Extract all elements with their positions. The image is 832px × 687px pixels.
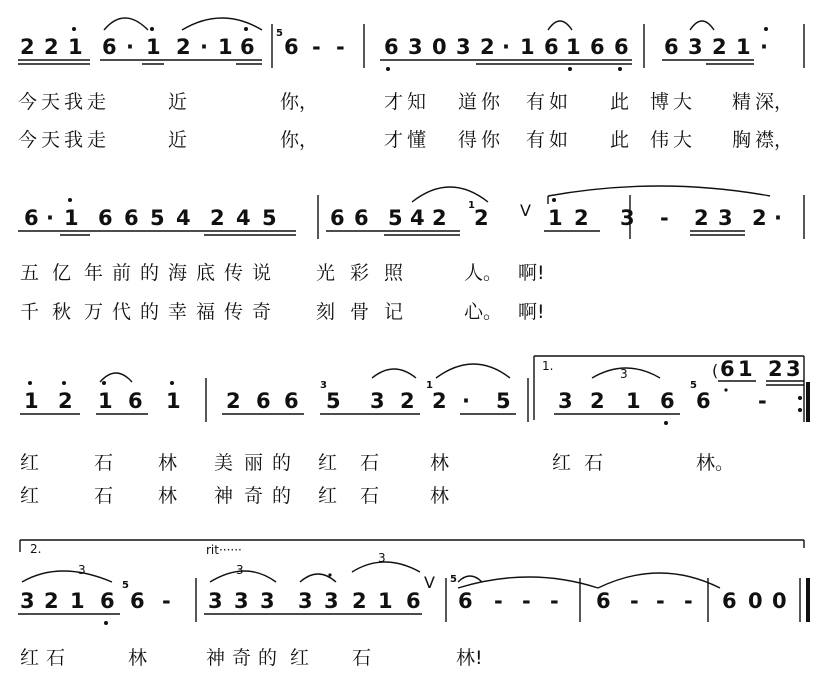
note: 6 bbox=[384, 35, 399, 59]
lyric: 说 bbox=[252, 262, 272, 284]
lyric: 骨 bbox=[350, 301, 370, 323]
lyric: 刻 bbox=[316, 301, 336, 323]
tempo-mark: rit······ bbox=[206, 543, 242, 557]
note: 6 bbox=[284, 35, 299, 59]
grace-note: 1 bbox=[468, 200, 475, 211]
lyric: 的 bbox=[258, 647, 278, 669]
lyric: 知 bbox=[407, 91, 427, 113]
note: 6 bbox=[406, 589, 421, 613]
note: 4 bbox=[176, 206, 191, 230]
lyric: 福 bbox=[196, 301, 216, 323]
grace-note: 3 bbox=[320, 380, 327, 391]
lyric: 红 bbox=[20, 452, 40, 474]
lyric: 亿 bbox=[52, 262, 72, 284]
note: 3 bbox=[620, 206, 635, 230]
note: 1 bbox=[166, 389, 181, 413]
lyric: 光 bbox=[316, 262, 336, 284]
lyric: 丽 bbox=[244, 452, 264, 474]
lyric: 博 bbox=[650, 91, 670, 113]
triplet-mark: 3 bbox=[78, 563, 86, 577]
lyric: 襟， bbox=[755, 129, 794, 151]
note: 2 bbox=[574, 206, 589, 230]
lyric: 你， bbox=[280, 129, 319, 151]
note: 2 bbox=[432, 389, 447, 413]
lyric: 啊! bbox=[518, 262, 545, 284]
lyric: 林。 bbox=[696, 452, 735, 474]
volta-label: 2. bbox=[30, 542, 42, 556]
grace-note: 5 bbox=[690, 380, 697, 391]
lyric: 海 bbox=[168, 262, 188, 284]
note: 6 bbox=[100, 589, 115, 613]
note: 6 bbox=[124, 206, 139, 230]
triplet-mark: 3 bbox=[620, 367, 628, 381]
note: 3 bbox=[456, 35, 471, 59]
lyric: 林 bbox=[128, 647, 148, 669]
note: 6 bbox=[354, 206, 369, 230]
note: 0 bbox=[748, 589, 763, 613]
lyric: 林 bbox=[158, 485, 178, 507]
note: 3 bbox=[20, 589, 35, 613]
lyric: 此 bbox=[610, 91, 630, 113]
lyric: 林! bbox=[456, 647, 483, 669]
note: 2 bbox=[712, 35, 727, 59]
lyric: 秋 bbox=[52, 301, 72, 323]
note: 2 bbox=[58, 389, 73, 413]
note: 0 bbox=[432, 35, 447, 59]
grace-group-note: 1 bbox=[738, 357, 753, 381]
note: 2 bbox=[752, 206, 767, 230]
lyric: 红 bbox=[318, 452, 338, 474]
lyric: 才 bbox=[384, 91, 404, 113]
grace-note: 1 bbox=[426, 380, 433, 391]
lyric: 万 bbox=[84, 301, 104, 323]
dash: - bbox=[630, 589, 639, 613]
note: 2 bbox=[400, 389, 415, 413]
note: 2 bbox=[176, 35, 191, 59]
note: · bbox=[200, 35, 208, 59]
lyric: 深， bbox=[755, 91, 794, 113]
lyric: 底 bbox=[196, 262, 216, 284]
note: 1 bbox=[146, 35, 161, 59]
note: · bbox=[126, 35, 134, 59]
lyric: 五 bbox=[20, 262, 40, 284]
lyric: 的 bbox=[140, 301, 160, 323]
note: 6 bbox=[458, 589, 473, 613]
note: 6 bbox=[614, 35, 629, 59]
system-3 bbox=[20, 356, 808, 507]
note: 6 bbox=[596, 589, 611, 613]
system-4 bbox=[18, 540, 808, 669]
lyric: 奇 bbox=[244, 485, 264, 507]
note: 3 bbox=[408, 35, 423, 59]
lyric: 美 bbox=[214, 452, 234, 474]
note: 6 bbox=[330, 206, 345, 230]
lyric: 走 bbox=[87, 129, 107, 151]
lyric: 奇 bbox=[252, 301, 272, 323]
note: · bbox=[502, 35, 510, 59]
lyric: 我 bbox=[64, 91, 84, 113]
note: · bbox=[462, 389, 470, 413]
note: 0 bbox=[772, 589, 787, 613]
lyric: 如 bbox=[549, 129, 569, 151]
lyric: 天 bbox=[41, 129, 61, 151]
dash: - bbox=[684, 589, 693, 613]
lyric: 我 bbox=[64, 129, 84, 151]
lyric: 的 bbox=[272, 452, 292, 474]
note: 5 bbox=[262, 206, 277, 230]
lyric: 如 bbox=[549, 91, 569, 113]
lyric: 神 bbox=[214, 485, 234, 507]
note: 3 bbox=[370, 389, 385, 413]
note: 2 bbox=[694, 206, 709, 230]
note: 2 bbox=[226, 389, 241, 413]
note: 1 bbox=[64, 206, 79, 230]
lyric: 千 bbox=[20, 301, 40, 323]
lyric: 红 bbox=[20, 647, 40, 669]
note: 6 bbox=[664, 35, 679, 59]
note: 6 bbox=[660, 389, 675, 413]
note: · bbox=[46, 206, 54, 230]
lyric: 你 bbox=[481, 91, 501, 113]
triplet-mark: 3 bbox=[236, 563, 244, 577]
lyric: 传 bbox=[224, 262, 244, 284]
lyric: 的 bbox=[272, 485, 292, 507]
lyric: 红 bbox=[552, 452, 572, 474]
note: 1 bbox=[98, 389, 113, 413]
note: 3 bbox=[558, 389, 573, 413]
note: 2 bbox=[432, 206, 447, 230]
note: 3 bbox=[260, 589, 275, 613]
dash: - bbox=[162, 589, 171, 613]
lyric: 近 bbox=[168, 129, 188, 151]
dash: - bbox=[312, 35, 321, 59]
note: 5 bbox=[326, 389, 341, 413]
grace-group-note: 6 bbox=[720, 357, 735, 381]
lyric: 石 bbox=[584, 452, 604, 474]
note: 1 bbox=[24, 389, 39, 413]
note: 1 bbox=[548, 206, 563, 230]
note: 6 bbox=[544, 35, 559, 59]
note: 6 bbox=[590, 35, 605, 59]
note: 2 bbox=[590, 389, 605, 413]
grace-note: 5 bbox=[276, 28, 283, 39]
note: 3 bbox=[208, 589, 223, 613]
system-1 bbox=[18, 18, 804, 151]
note: 2 bbox=[44, 35, 59, 59]
dash: - bbox=[660, 206, 669, 230]
lyric: 有 bbox=[526, 129, 546, 151]
dash: - bbox=[494, 589, 503, 613]
paren: ( bbox=[712, 361, 719, 380]
note: 2 bbox=[20, 35, 35, 59]
note: 1 bbox=[378, 589, 393, 613]
dash: - bbox=[656, 589, 665, 613]
dash: - bbox=[522, 589, 531, 613]
lyric: 胸 bbox=[732, 129, 752, 151]
lyric: 懂 bbox=[407, 129, 427, 151]
lyric: 石 bbox=[352, 647, 372, 669]
lyric: 石 bbox=[94, 485, 114, 507]
dash: - bbox=[550, 589, 559, 613]
dash: - bbox=[758, 389, 767, 413]
note: 4 bbox=[236, 206, 251, 230]
note: 2 bbox=[44, 589, 59, 613]
lyric: 照 bbox=[384, 262, 404, 284]
lyric: 伟 bbox=[650, 129, 670, 151]
lyric: 彩 bbox=[350, 262, 370, 284]
lyric: 你， bbox=[280, 91, 319, 113]
breath-mark: V bbox=[424, 573, 435, 592]
lyric: 林 bbox=[158, 452, 178, 474]
lyric: 大 bbox=[673, 91, 693, 113]
lyric: 你 bbox=[481, 129, 501, 151]
note: 3 bbox=[234, 589, 249, 613]
lyric: 此 bbox=[610, 129, 630, 151]
lyric: 精 bbox=[732, 91, 752, 113]
lyric: 红 bbox=[318, 485, 338, 507]
lyric: 幸 bbox=[168, 301, 188, 323]
note: 3 bbox=[324, 589, 339, 613]
note: 6 bbox=[256, 389, 271, 413]
note: 6 bbox=[696, 389, 711, 413]
note: 1 bbox=[520, 35, 535, 59]
lyric: 得 bbox=[458, 129, 478, 151]
lyric: 传 bbox=[224, 301, 244, 323]
note: 5 bbox=[496, 389, 511, 413]
lyric: 石 bbox=[360, 452, 380, 474]
breath-mark: V bbox=[520, 201, 531, 220]
note: 6 bbox=[722, 589, 737, 613]
note: 1 bbox=[566, 35, 581, 59]
grace-note: 5 bbox=[122, 580, 129, 591]
note: 6 bbox=[128, 389, 143, 413]
note: 6 bbox=[130, 589, 145, 613]
lyric: 的 bbox=[140, 262, 160, 284]
lyric: 道 bbox=[458, 91, 478, 113]
note: 4 bbox=[410, 206, 425, 230]
lyric: 年 bbox=[84, 262, 104, 284]
note: 6 bbox=[284, 389, 299, 413]
grace-group-note: 3 bbox=[786, 357, 801, 381]
lyric: 红 bbox=[290, 647, 310, 669]
volta-label: 1. bbox=[542, 359, 554, 373]
lyric: 石 bbox=[94, 452, 114, 474]
lyric: 林 bbox=[430, 485, 450, 507]
lyric: 今 bbox=[18, 91, 38, 113]
note: 5 bbox=[150, 206, 165, 230]
note: 3 bbox=[688, 35, 703, 59]
grace-group-note: 2 bbox=[768, 357, 783, 381]
note: 2 bbox=[480, 35, 495, 59]
note: 1 bbox=[68, 35, 83, 59]
note: 1 bbox=[736, 35, 751, 59]
note: · bbox=[760, 35, 768, 59]
note: 6 bbox=[240, 35, 255, 59]
note: 2 bbox=[474, 206, 489, 230]
triplet-mark: 3 bbox=[378, 551, 386, 565]
lyric: 天 bbox=[41, 91, 61, 113]
lyric: 今 bbox=[18, 129, 38, 151]
lyric: 人。 bbox=[464, 262, 503, 284]
lyric: 石 bbox=[46, 647, 66, 669]
note: · bbox=[774, 206, 782, 230]
note: 1 bbox=[218, 35, 233, 59]
system-2 bbox=[18, 186, 804, 323]
lyric: 有 bbox=[526, 91, 546, 113]
lyric: 奇 bbox=[232, 647, 252, 669]
note: 5 bbox=[388, 206, 403, 230]
lyric: 代 bbox=[112, 301, 132, 323]
grace-note: 5 bbox=[450, 574, 457, 585]
lyric: 近 bbox=[168, 91, 188, 113]
lyric: 红 bbox=[20, 485, 40, 507]
note: 3 bbox=[718, 206, 733, 230]
note: 6 bbox=[24, 206, 39, 230]
note: 2 bbox=[210, 206, 225, 230]
note: 2 bbox=[352, 589, 367, 613]
lyric: 走 bbox=[87, 91, 107, 113]
note: 1 bbox=[70, 589, 85, 613]
lyric: 前 bbox=[112, 262, 132, 284]
dash: - bbox=[336, 35, 345, 59]
lyric: 神 bbox=[206, 647, 226, 669]
lyric: 啊! bbox=[518, 301, 545, 323]
note: 1 bbox=[626, 389, 641, 413]
lyric: 记 bbox=[384, 301, 404, 323]
lyric: 林 bbox=[430, 452, 450, 474]
lyric: 石 bbox=[360, 485, 380, 507]
lyric: 心。 bbox=[464, 301, 503, 323]
lyric: 大 bbox=[673, 129, 693, 151]
note: 3 bbox=[298, 589, 313, 613]
note: 6 bbox=[102, 35, 117, 59]
lyric: 才 bbox=[384, 129, 404, 151]
note: 6 bbox=[98, 206, 113, 230]
